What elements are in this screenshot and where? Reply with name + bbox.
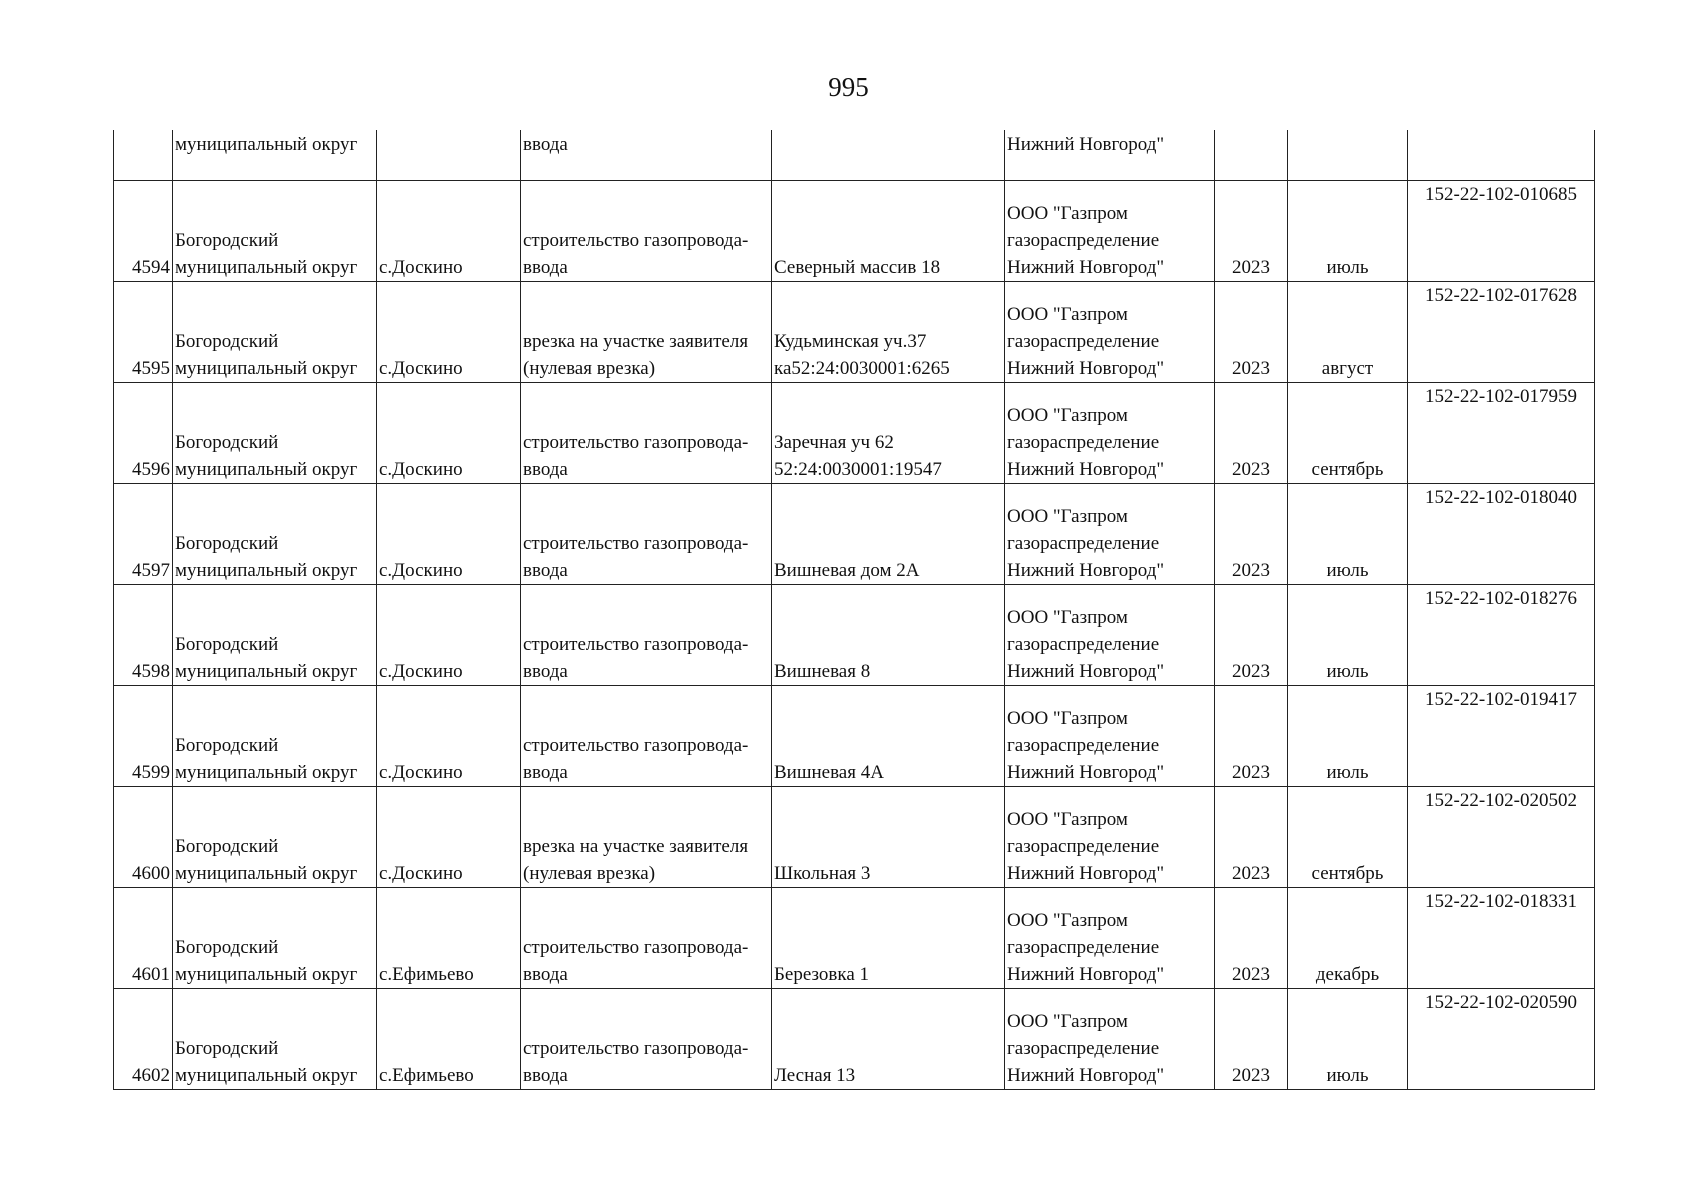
cell-line: 52:24:0030001:19547: [774, 458, 942, 480]
cell-line: муниципальный округ: [175, 963, 358, 985]
cell-line: Нижний Новгород": [1007, 862, 1165, 884]
cell-village: с.Доскино: [377, 483, 521, 584]
cell-village: с.Доскино: [377, 281, 521, 382]
cell-num: 4601: [114, 887, 173, 988]
cell-village: с.Доскино: [377, 685, 521, 786]
cell-line: Нижний Новгород": [1007, 256, 1165, 278]
cell-line: ввода: [523, 963, 568, 985]
cell-month: декабрь: [1288, 887, 1408, 988]
cell-line: (нулевая врезка): [523, 357, 656, 379]
cell-month: август: [1288, 281, 1408, 382]
cell-num: 4597: [114, 483, 173, 584]
cell-org: [1005, 786, 1215, 887]
cell-line: Нижний Новгород": [1007, 761, 1165, 783]
cell-work: [521, 180, 772, 281]
table-row: [114, 887, 1595, 988]
cell-line: Богородский: [175, 936, 279, 958]
cell-org: [1005, 988, 1215, 1089]
cell-work: [521, 382, 772, 483]
cell-line: газораспределение: [1007, 229, 1160, 251]
cell-line: Нижний Новгород": [1007, 559, 1165, 581]
cell-village: с.Доскино: [377, 180, 521, 281]
cell-work: ввода: [521, 130, 772, 180]
cell-line: газораспределение: [1007, 1037, 1160, 1059]
cell-line: строительство газопровода-: [523, 734, 749, 756]
cell-address: [772, 786, 1005, 887]
cell-num: 4602: [114, 988, 173, 1089]
cell-line: ООО "Газпром: [1007, 1010, 1128, 1032]
cell-line: Богородский: [175, 229, 279, 251]
cell-line: Березовка 1: [774, 963, 869, 985]
cell-line: муниципальный округ: [175, 357, 358, 379]
cell-line: Северный массив 18: [774, 256, 941, 278]
table-row: [114, 988, 1595, 1089]
cell-month: июль: [1288, 483, 1408, 584]
cell-line: Вишневая дом 2А: [774, 559, 920, 581]
cell-line: Школьная 3: [774, 862, 871, 884]
cell-line: ка52:24:0030001:6265: [774, 357, 950, 379]
cell-line: Нижний Новгород": [1007, 660, 1165, 682]
cell-line: Нижний Новгород": [1007, 1064, 1165, 1086]
cell-id: 152-22-102-017628: [1408, 281, 1595, 382]
cell-num: 4594: [114, 180, 173, 281]
cell-month: [1288, 130, 1408, 180]
table-body: [114, 130, 1595, 1089]
cell-line: Заречная уч 62: [774, 431, 894, 453]
cell-line: муниципальный округ: [175, 458, 358, 480]
cell-id: 152-22-102-019417: [1408, 685, 1595, 786]
cell-address: [772, 483, 1005, 584]
cell-line: Богородский: [175, 1037, 279, 1059]
cell-district: [173, 887, 377, 988]
cell-id: 152-22-102-018331: [1408, 887, 1595, 988]
cell-id: 152-22-102-020590: [1408, 988, 1595, 1089]
cell-year: 2023: [1215, 988, 1288, 1089]
cell-year: 2023: [1215, 483, 1288, 584]
cell-id: 152-22-102-010685: [1408, 180, 1595, 281]
cell-district: [173, 382, 377, 483]
cell-line: строительство газопровода-: [523, 532, 749, 554]
cell-line: газораспределение: [1007, 734, 1160, 756]
cell-year: [1215, 130, 1288, 180]
cell-id: 152-22-102-018040: [1408, 483, 1595, 584]
cell-district: [173, 483, 377, 584]
cell-id: 152-22-102-020502: [1408, 786, 1595, 887]
cell-line: строительство газопровода-: [523, 633, 749, 655]
cell-line: муниципальный округ: [175, 559, 358, 581]
cell-org: [1005, 584, 1215, 685]
cell-address: [772, 887, 1005, 988]
cell-year: 2023: [1215, 887, 1288, 988]
table-row: [114, 281, 1595, 382]
cell-address: [772, 281, 1005, 382]
cell-num: 4600: [114, 786, 173, 887]
cell-year: 2023: [1215, 180, 1288, 281]
cell-month: июль: [1288, 584, 1408, 685]
cell-line: ООО "Газпром: [1007, 404, 1128, 426]
cell-line: Нижний Новгород": [1007, 963, 1165, 985]
cell-work: [521, 988, 772, 1089]
cell-village: с.Доскино: [377, 584, 521, 685]
cell-year: 2023: [1215, 786, 1288, 887]
cell-line: муниципальный округ: [175, 761, 358, 783]
cell-line: ввода: [523, 761, 568, 783]
cell-line: Богородский: [175, 330, 279, 352]
cell-line: Богородский: [175, 532, 279, 554]
cell-district: [173, 180, 377, 281]
cell-address: [772, 584, 1005, 685]
cell-num: 4599: [114, 685, 173, 786]
cell-line: Вишневая 4А: [774, 761, 884, 783]
cell-line: Нижний Новгород": [1007, 357, 1165, 379]
cell-district: [173, 281, 377, 382]
cell-month: сентябрь: [1288, 786, 1408, 887]
cell-num: [114, 130, 173, 180]
cell-line: строительство газопровода-: [523, 229, 749, 251]
cell-address: [772, 685, 1005, 786]
cell-month: июль: [1288, 988, 1408, 1089]
cell-line: ООО "Газпром: [1007, 505, 1128, 527]
cell-line: (нулевая врезка): [523, 862, 656, 884]
cell-org: [1005, 685, 1215, 786]
cell-year: 2023: [1215, 584, 1288, 685]
cell-month: июль: [1288, 180, 1408, 281]
cell-line: муниципальный округ: [175, 1064, 358, 1086]
cell-year: 2023: [1215, 685, 1288, 786]
cell-line: ООО "Газпром: [1007, 202, 1128, 224]
cell-line: газораспределение: [1007, 532, 1160, 554]
cell-address: [772, 180, 1005, 281]
cell-line: Нижний Новгород": [1007, 458, 1165, 480]
cell-line: Богородский: [175, 835, 279, 857]
cell-line: муниципальный округ: [175, 660, 358, 682]
table-row: [114, 180, 1595, 281]
cell-line: ООО "Газпром: [1007, 909, 1128, 931]
cell-work: [521, 685, 772, 786]
cell-num: 4596: [114, 382, 173, 483]
cell-line: газораспределение: [1007, 835, 1160, 857]
cell-org: [1005, 483, 1215, 584]
cell-org: Нижний Новгород": [1005, 130, 1215, 180]
cell-org: [1005, 281, 1215, 382]
cell-line: муниципальный округ: [175, 862, 358, 884]
cell-line: врезка на участке заявителя: [523, 330, 749, 352]
cell-address: [772, 130, 1005, 180]
cell-district: муниципальный округ: [173, 130, 377, 180]
cell-work: [521, 281, 772, 382]
cell-num: 4595: [114, 281, 173, 382]
cell-village: с.Доскино: [377, 382, 521, 483]
cell-line: Кудьминская уч.37: [774, 330, 927, 352]
cell-line: газораспределение: [1007, 330, 1160, 352]
page-number: 995: [828, 72, 869, 102]
cell-line: муниципальный округ: [175, 256, 358, 278]
cell-line: Лесная 13: [774, 1064, 856, 1086]
cell-work: [521, 887, 772, 988]
cell-line: ООО "Газпром: [1007, 303, 1128, 325]
cell-line: газораспределение: [1007, 936, 1160, 958]
cell-line: ООО "Газпром: [1007, 606, 1128, 628]
table-row: [114, 382, 1595, 483]
cell-line: Богородский: [175, 633, 279, 655]
cell-id: 152-22-102-018276: [1408, 584, 1595, 685]
cell-work: [521, 483, 772, 584]
cell-line: газораспределение: [1007, 633, 1160, 655]
cell-id: 152-22-102-017959: [1408, 382, 1595, 483]
cell-work: [521, 786, 772, 887]
cell-district: [173, 786, 377, 887]
cell-line: ввода: [523, 1064, 568, 1086]
cell-line: строительство газопровода-: [523, 936, 749, 958]
cell-line: строительство газопровода-: [523, 431, 749, 453]
cell-line: строительство газопровода-: [523, 1037, 749, 1059]
cell-line: ООО "Газпром: [1007, 808, 1128, 830]
cell-district: [173, 988, 377, 1089]
table-row: [114, 584, 1595, 685]
cell-num: 4598: [114, 584, 173, 685]
cell-village: с.Ефимьево: [377, 887, 521, 988]
cell-address: [772, 382, 1005, 483]
cell-line: Богородский: [175, 431, 279, 453]
cell-month: июль: [1288, 685, 1408, 786]
cell-month: сентябрь: [1288, 382, 1408, 483]
cell-work: [521, 584, 772, 685]
cell-line: Вишневая 8: [774, 660, 871, 682]
cell-line: ООО "Газпром: [1007, 707, 1128, 729]
cell-village: с.Ефимьево: [377, 988, 521, 1089]
cell-org: [1005, 382, 1215, 483]
cell-line: ввода: [523, 559, 568, 581]
table-row: [114, 786, 1595, 887]
cell-org: [1005, 180, 1215, 281]
registry-table: [113, 130, 1595, 1090]
cell-org: [1005, 887, 1215, 988]
cell-district: [173, 584, 377, 685]
cell-village: с.Доскино: [377, 786, 521, 887]
cell-district: [173, 685, 377, 786]
cell-line: ввода: [523, 256, 568, 278]
cell-address: [772, 988, 1005, 1089]
table-row: [114, 685, 1595, 786]
cell-year: 2023: [1215, 382, 1288, 483]
cell-line: врезка на участке заявителя: [523, 835, 749, 857]
cell-id: [1408, 130, 1595, 180]
cell-line: Богородский: [175, 734, 279, 756]
cell-year: 2023: [1215, 281, 1288, 382]
cell-village: [377, 130, 521, 180]
cell-line: ввода: [523, 660, 568, 682]
cell-line: газораспределение: [1007, 431, 1160, 453]
table-row: [114, 483, 1595, 584]
continuation-row: [114, 130, 1595, 180]
cell-line: ввода: [523, 458, 568, 480]
